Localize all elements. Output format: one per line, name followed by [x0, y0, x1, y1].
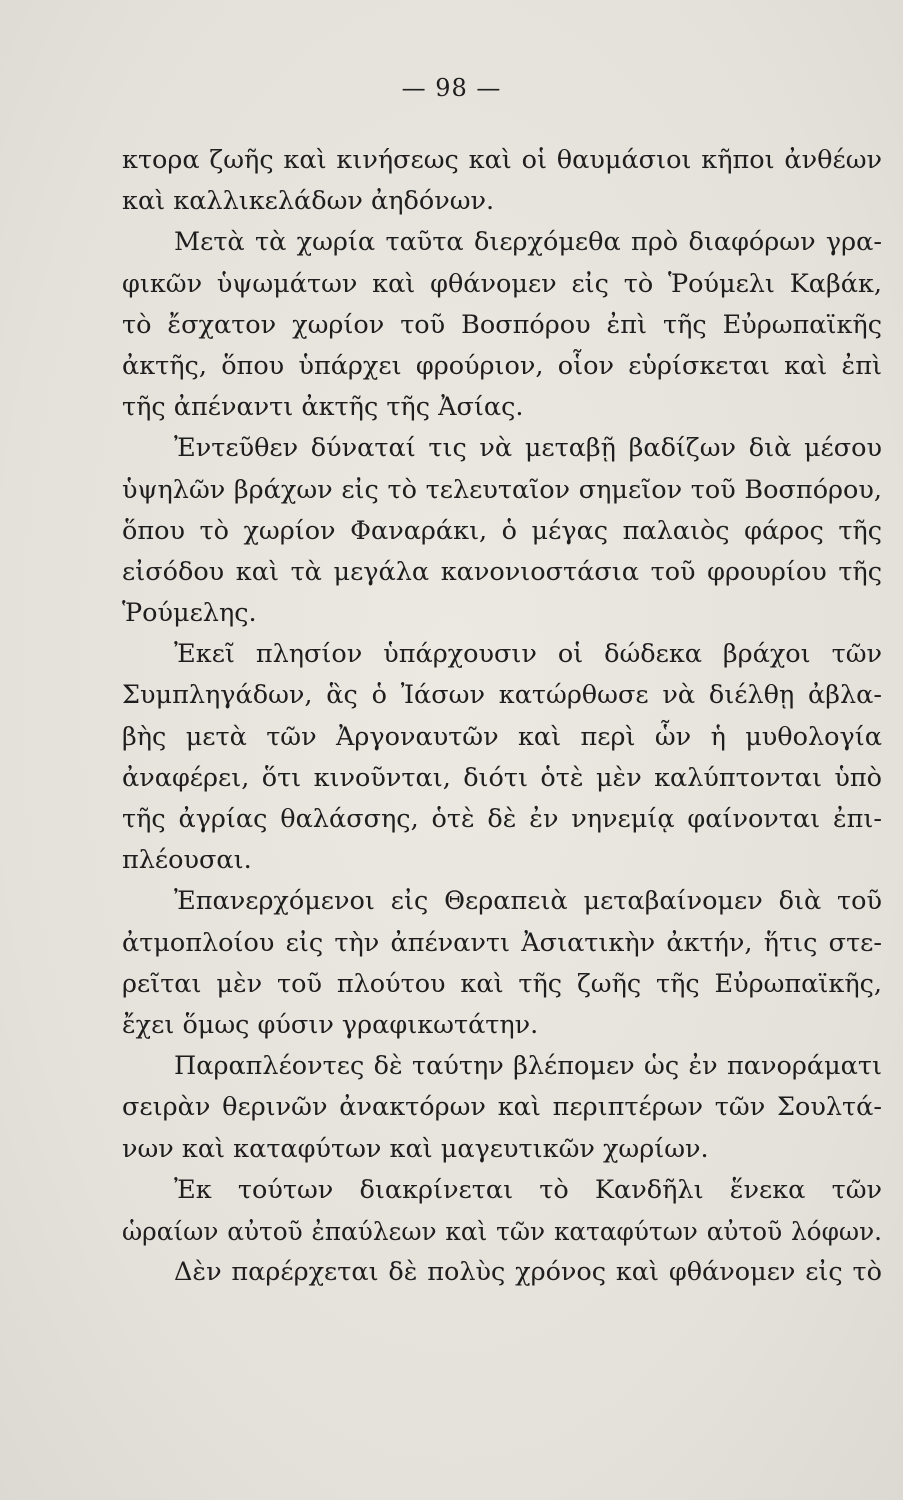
text-line: Ἐκ τούτων διακρίνεται τὸ Κανδῆλι ἕνεκα τῶν	[174, 1174, 882, 1205]
text-line: ὡραίων αὐτοῦ ἐπαύλεων καὶ τῶν καταφύτων αὐτοῦ λόφων.	[122, 1216, 882, 1246]
body-text	[122, 140, 882, 1293]
text-line: Μετὰ τὰ χωρία ταῦτα διερχόμεθα πρὸ διαφόρων γρα-	[174, 227, 882, 258]
text-line: Ἐπανερχόμενοι εἰς Θεραπειὰ μεταβαίνομεν διὰ τοῦ	[174, 886, 882, 917]
text-line: τῆς ἀγρίας θαλάσσης, ὁτὲ δὲ ἐν νηνεμίᾳ φαίνονται ἐπι-	[122, 804, 882, 834]
page-number: — 98 —	[401, 74, 502, 102]
text-line: ἀκτῆς, ὅπου ὑπάρχει φρούριον, οἷον εὑρίσκεται καὶ ἐπὶ	[122, 350, 882, 381]
text-line: καὶ καλλικελάδων ἀηδόνων.	[122, 186, 495, 217]
text-line: εἰσόδου καὶ τὰ μεγάλα κανονιοστάσια τοῦ φρουρίου τῆς	[122, 556, 882, 587]
text-line: φικῶν ὑψωμάτων καὶ φθάνομεν εἰς τὸ Ῥούμελι Καβάκ,	[122, 268, 882, 299]
text-line: ἀτμοπλοίου εἰς τὴν ἀπέναντι Ἀσιατικὴν ἀκτήν, ἥτις στε-	[122, 927, 882, 958]
text-line: Συμπληγάδων, ἃς ὁ Ἰάσων κατώρθωσε νὰ διέλθῃ ἀβλα-	[122, 680, 882, 711]
text-line: τῆς ἀπέναντι ἀκτῆς τῆς Ἀσίας.	[122, 392, 524, 423]
text-line: νων καὶ καταφύτων καὶ μαγευτικῶν χωρίων.	[122, 1133, 709, 1164]
text-line: ἔχει ὅμως φύσιν γραφικωτάτην.	[122, 1009, 539, 1040]
text-line: Δὲν παρέρχεται δὲ πολὺς χρόνος καὶ φθάνομεν εἰς τὸ	[174, 1257, 882, 1288]
text-line: Ἐντεῦθεν δύναταί τις νὰ μεταβῇ βαδίζων διὰ μέσου	[174, 433, 882, 464]
text-line: πλέουσαι.	[122, 845, 252, 876]
text-line: κτορα ζωῆς καὶ κινήσεως καὶ οἱ θαυμάσιοι κῆποι ἀνθέων	[122, 145, 882, 175]
text-line: βὴς μετὰ τῶν Ἀργοναυτῶν καὶ περὶ ὧν ἡ μυθολογία	[122, 721, 882, 752]
text-line: ὑψηλῶν βράχων εἰς τὸ τελευταῖον σημεῖον τοῦ Βοσπόρου,	[122, 474, 882, 505]
text-line: τὸ ἔσχατον χωρίον τοῦ Βοσπόρου ἐπὶ τῆς Εὐρωπαϊκῆς	[122, 309, 882, 340]
text-line: Ῥούμελης.	[122, 598, 257, 629]
text-line: ρεῖται μὲν τοῦ πλούτου καὶ τῆς ζωῆς τῆς Εὐρωπαϊκῆς,	[122, 968, 882, 999]
text-line: Ἐκεῖ πλησίον ὑπάρχουσιν οἱ δώδεκα βράχοι τῶν	[174, 639, 882, 670]
text-line: σειρὰν θερινῶν ἀνακτόρων καὶ περιπτέρων τῶν Σουλτά-	[122, 1092, 882, 1123]
text-line: ὅπου τὸ χωρίον Φαναράκι, ὁ μέγας παλαιὸς φάρος τῆς	[122, 515, 882, 546]
text-line: ἀναφέρει, ὅτι κινοῦνται, διότι ὁτὲ μὲν καλύπτονται ὑπὸ	[122, 762, 882, 793]
text-line: Παραπλέοντες δὲ ταύτην βλέπομεν ὡς ἐν πανοράματι	[174, 1051, 882, 1082]
